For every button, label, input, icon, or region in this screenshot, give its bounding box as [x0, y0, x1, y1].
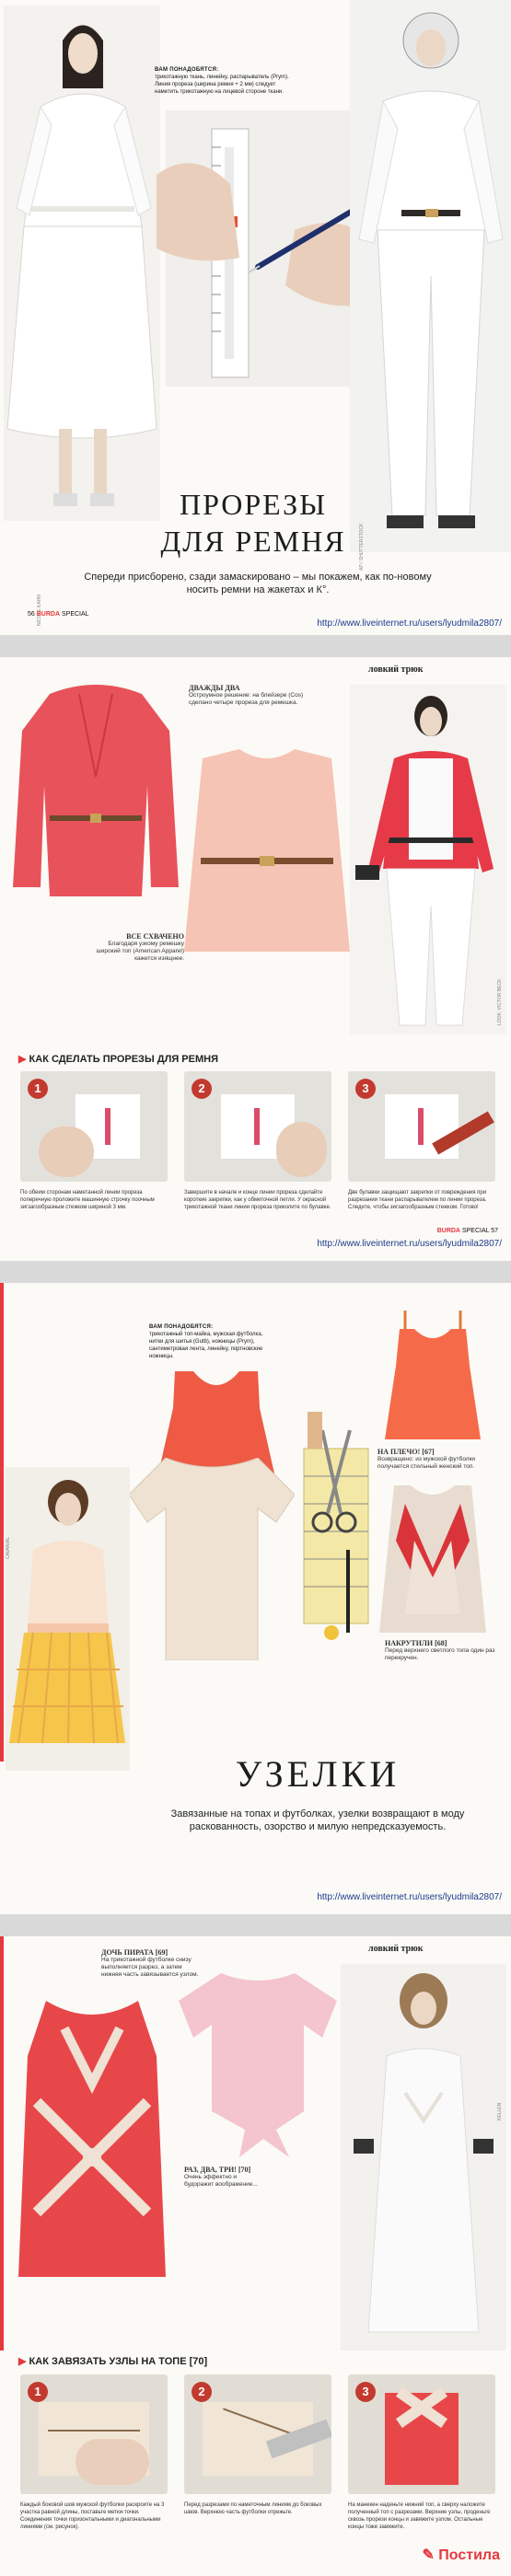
watermark-text: Постила: [438, 2547, 500, 2563]
step-3-text: Две булавки защищают закрепки от повреждения при разрезании ткани распарывателем по линии прореза. Следите, чтобы зигзагообразным стежком. Готово!: [348, 1190, 487, 1210]
twice-title: ДВАЖДЫ ДВА: [189, 684, 240, 692]
how-to-heading: [18, 1053, 218, 1065]
you-need-title: ВАМ ПОНАДОБЯТСЯ:: [149, 1324, 214, 1330]
credit-left: NICOLE KAHN: [37, 595, 42, 626]
watermark: [422, 2546, 500, 2564]
page-separator: [0, 1261, 511, 1283]
page-title: УЗЕЛКИ: [235, 1753, 401, 1795]
pirate-title: ДОЧЬ ПИРАТА [69]: [101, 1948, 168, 1957]
hidden-text: Благодаря узкому ремешку широкий топ (American Apparel) кажется изящнее.: [96, 941, 184, 962]
logo-suffix: SPECIAL: [61, 611, 89, 618]
twice-text: Остроумное решение: на блейзере (Cos) сделано четыре прореза для ремешка.: [189, 692, 304, 706]
hidden-title: ВСЕ СХВАЧЕНО: [126, 932, 184, 941]
clever-trick-label: ловкий трюк: [368, 1944, 424, 1954]
page-separator: [0, 1914, 511, 1936]
model-white-dress-illustration: [4, 6, 160, 521]
red-margin-line: [0, 1936, 4, 2351]
runway-model-white-dress: [341, 1964, 506, 2351]
how-to-title: КАК СДЕЛАТЬ ПРОРЕЗЫ ДЛЯ РЕМНЯ: [29, 1054, 218, 1065]
step-number: 2: [192, 1079, 212, 1099]
sewing-tools-illustration: [295, 1412, 377, 1642]
credit-right: KELLEN: [497, 2102, 503, 2120]
you-need-box: [149, 1323, 278, 1360]
knot-title: РАЗ, ДВА, ТРИ! [70]: [184, 2166, 251, 2174]
logo-suffix: SPECIAL: [461, 1228, 490, 1234]
step-1-photo: [20, 1071, 168, 1182]
step-2-photo: [184, 1071, 331, 1182]
step-1-photo: [20, 2374, 168, 2494]
page-number-logo: [437, 1228, 498, 1234]
page-separator: [0, 635, 511, 657]
step-1-text: По обеим сторонам наметанной линии прореза поперечную проложите машинную строчку поочным зигзагообразным стежком шириной 3 мм.: [20, 1190, 155, 1210]
step-number: 3: [355, 1079, 376, 1099]
page-lead: Завязанные на топах и футболках, узелки возвращают в моду раскованность, озорство и милую непредсказуемость.: [170, 1808, 465, 1832]
page-lead: Спереди присборено, сзади замаскировано – мы покажем, как по-новому носить ремни на жакетах и К°.: [84, 572, 432, 595]
source-url[interactable]: http://www.liveinternet.ru/users/lyudmila2807/: [317, 618, 502, 629]
how-to-heading: [18, 2355, 207, 2367]
page-number-logo: [28, 611, 89, 618]
shoulder-title: НА ПЛЕЧО! [67]: [377, 1448, 435, 1456]
step-number: 2: [192, 2382, 212, 2402]
beige-tshirt-illustration: [129, 1458, 295, 1660]
magazine-page-knot-tricks: [0, 1936, 511, 2576]
knot-text: Очень эффектно и будоражит воображение...: [184, 2174, 258, 2188]
step-number: 1: [28, 1079, 48, 1099]
you-need-text: трикотажную ткань, линейку, распарыватель (Prym). Линия прореза (ширина ремня + 2 мм) следует наметить трикотажную на лицевой стороне ткани.: [155, 75, 289, 95]
you-need-text: трикотажный топ-майка, мужская футболка, нитки для шитья (Gutb), ножницы (Prym), сантиметровая лента, линейку, портновские ножницы.: [149, 1332, 263, 1359]
you-need-box: [155, 66, 293, 96]
pirate-text: На трикотажной футболке снизу выполняется разрез, а затем нижняя часть завязывается узлом.: [101, 1957, 199, 1978]
overlay-title: НАКРУТИЛИ [68]: [385, 1639, 447, 1647]
step-2-photo: [184, 2374, 331, 2494]
shoulder-text: Возвращено: из мужской футболки получается стильный женский топ.: [377, 1456, 476, 1470]
credit-right: LOOK: VICTOR BECK: [497, 978, 503, 1025]
knot-caption: [184, 2166, 267, 2189]
step-2-text: Перед разрезами по наметочным линиям до боковых швов. Верхнюю часть футболки отрежьте.: [184, 2502, 322, 2515]
magazine-page-knots: [0, 1283, 511, 1914]
arrow-right-icon: ▶: [18, 1054, 27, 1065]
pink-top-illustration: [175, 749, 359, 961]
step-1-text: Каждый боковой шов мужской футболки раскроите на 3 участка равной длины, поставьте метки-точки. Соединения точки горизонтальными и диагональными линиями (см. рисунок).: [20, 2502, 165, 2530]
watermark-icon: ✎: [422, 2547, 435, 2563]
page-number: 56: [28, 611, 35, 618]
layered-twisted-tops: [377, 1485, 488, 1633]
overlay-caption: [385, 1640, 495, 1662]
logo-brand: BURDA: [436, 1228, 460, 1234]
red-knotted-top-illustration: [18, 2001, 166, 2277]
hidden-caption: [92, 933, 184, 963]
runway-model-red-jacket: [350, 685, 506, 1034]
overlay-text: Перед верхнего светлого топа один раз перекручен.: [385, 1647, 495, 1661]
page-title-line1: ПРОРЕЗЫ: [179, 488, 328, 521]
arrow-right-icon: ▶: [18, 2356, 27, 2367]
shoulder-caption: [377, 1449, 497, 1471]
magazine-page-belt-slits: [0, 0, 511, 635]
source-url[interactable]: http://www.liveinternet.ru/users/lyudmila2807/: [317, 1892, 502, 1902]
page-title-line2: ДЛЯ РЕМНЯ: [160, 525, 346, 558]
step-number: 1: [28, 2382, 48, 2402]
step-number: 3: [355, 2382, 376, 2402]
red-blazer-illustration: [13, 676, 179, 906]
credit-right: AP / SHUTTERSTOCK: [359, 523, 365, 571]
credit-left: CAVANIAL: [6, 1537, 11, 1559]
twice-caption: [189, 685, 318, 707]
pink-knotted-tshirt: [175, 1973, 341, 2157]
you-need-title: ВАМ ПОНАДОБЯТСЯ:: [155, 67, 219, 73]
clever-trick-label: ловкий трюк: [368, 664, 424, 675]
magazine-page-belt-tricks: [0, 657, 511, 1261]
step-3-photo: [348, 2374, 495, 2494]
model-plaid-skirt: [6, 1467, 130, 1771]
step-3-text: На манекен наденьте нижний топ, а сверху наложите полученный топ с разрезами. Верхние узлы, проденьте сквозь прорези концы и завяжите узлом. Остальные концы тоже завяжите.: [348, 2502, 491, 2530]
step-2-text: Завершите в начале и конце линии прореза сделайте короткие закрепки, как у обметочной петли. У окрасной трикотажной ткани линии прореза приколите по булавке.: [184, 1190, 331, 1210]
step-3-photo: [348, 1071, 495, 1182]
page-number: 57: [491, 1228, 498, 1234]
how-to-title: КАК ЗАВЯЗАТЬ УЗЛЫ НА ТОПЕ [70]: [29, 2356, 208, 2367]
ruler-marking-illustration: [157, 92, 368, 396]
source-url[interactable]: http://www.liveinternet.ru/users/lyudmila2807/: [317, 1239, 502, 1249]
coral-tank-on-hanger: [377, 1311, 488, 1439]
model-white-shirt-illustration: [350, 0, 511, 552]
red-margin-line: [0, 1283, 4, 1762]
logo-brand: BURDA: [36, 611, 61, 618]
